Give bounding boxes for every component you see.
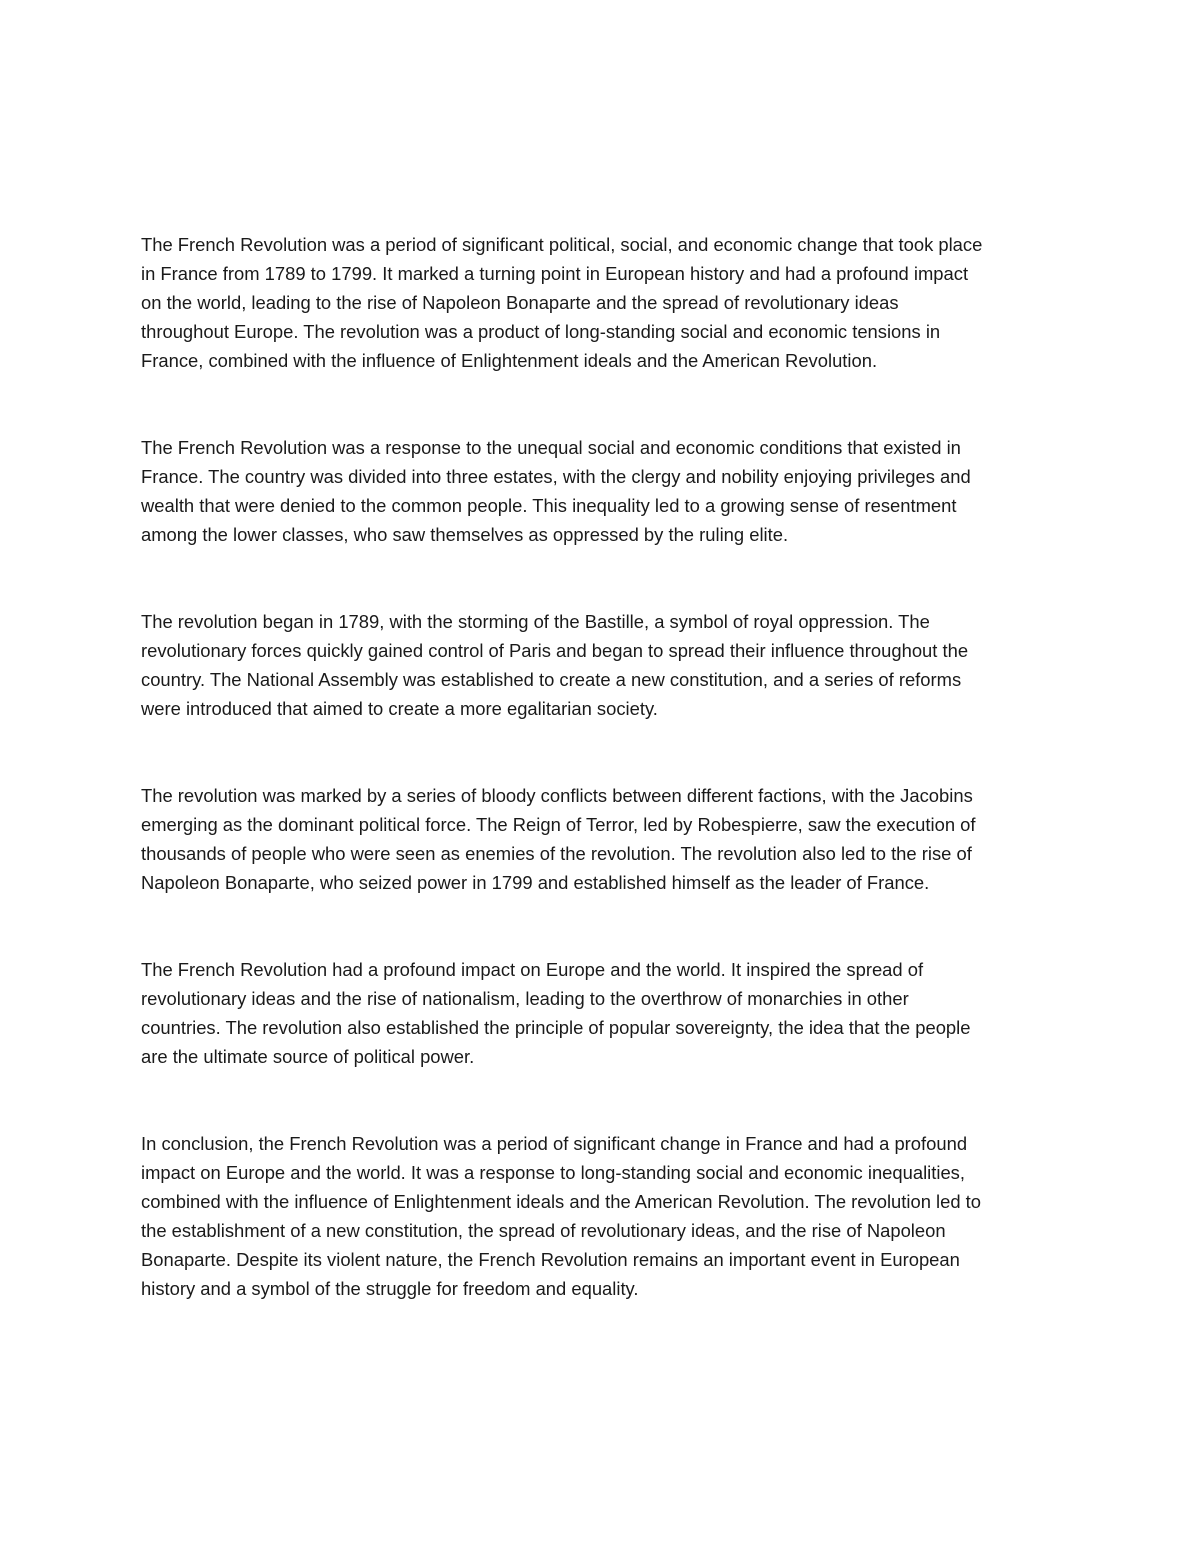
text-line: on the world, leading to the rise of Napoleon Bonaparte and the spread of revolutionary ideas (141, 292, 899, 313)
text-line: in France from 1789 to 1799. It marked a turning point in European history and had a profound impact (141, 263, 969, 284)
document-body (141, 230, 1061, 1361)
text-line: revolutionary forces quickly gained control of Paris and began to spread their influence throughout the (141, 640, 969, 661)
text-line: wealth that were denied to the common people. This inequality led to a growing sense of resentment (141, 495, 957, 516)
paragraph-introduction (141, 230, 1061, 375)
text-line: The French Revolution had a profound impact on Europe and the world. It inspired the spread of (141, 959, 924, 980)
text-line: revolutionary ideas and the rise of nationalism, leading to the overthrow of monarchies in other (141, 988, 909, 1009)
paragraph-impact (141, 955, 1061, 1071)
text-line: combined with the influence of Enlightenment ideals and the American Revolution. The revolution led to (141, 1191, 982, 1212)
text-line: among the lower classes, who saw themselves as oppressed by the ruling elite. (141, 524, 789, 545)
text-line: Bonaparte. Despite its violent nature, the French Revolution remains an important event in European (141, 1249, 960, 1270)
text-line: country. The National Assembly was established to create a new constitution, and a series of reforms (141, 669, 962, 690)
text-line: The French Revolution was a period of significant political, social, and economic change that took place (141, 234, 983, 255)
text-line: throughout Europe. The revolution was a product of long-standing social and economic tensions in (141, 321, 941, 342)
text-line: The revolution was marked by a series of bloody conflicts between different factions, with the Jacobins (141, 785, 973, 806)
text-line: were introduced that aimed to create a more egalitarian society. (141, 698, 658, 719)
text-line: The revolution began in 1789, with the storming of the Bastille, a symbol of royal oppression. The (141, 611, 930, 632)
text-line: countries. The revolution also established the principle of popular sovereignty, the idea that the people (141, 1017, 971, 1038)
text-line: impact on Europe and the world. It was a response to long-standing social and economic inequalities, (141, 1162, 965, 1183)
paragraph-conflicts (141, 781, 1061, 897)
text-line: the establishment of a new constitution, the spread of revolutionary ideas, and the rise of Napoleon (141, 1220, 946, 1241)
paragraph-beginning (141, 607, 1061, 723)
text-line: emerging as the dominant political force. The Reign of Terror, led by Robespierre, saw the execution of (141, 814, 976, 835)
paragraph-causes (141, 433, 1061, 549)
text-line: In conclusion, the French Revolution was a period of significant change in France and had a profound (141, 1133, 968, 1154)
text-line: Napoleon Bonaparte, who seized power in 1799 and established himself as the leader of France. (141, 872, 930, 893)
text-line: history and a symbol of the struggle for freedom and equality. (141, 1278, 639, 1299)
text-line: thousands of people who were seen as enemies of the revolution. The revolution also led to the rise of (141, 843, 972, 864)
text-line: France, combined with the influence of Enlightenment ideals and the American Revolution. (141, 350, 878, 371)
paragraph-conclusion (141, 1129, 1061, 1303)
text-line: The French Revolution was a response to the unequal social and economic conditions that existed in (141, 437, 961, 458)
text-line: are the ultimate source of political power. (141, 1046, 475, 1067)
text-line: France. The country was divided into three estates, with the clergy and nobility enjoying privileges and (141, 466, 971, 487)
